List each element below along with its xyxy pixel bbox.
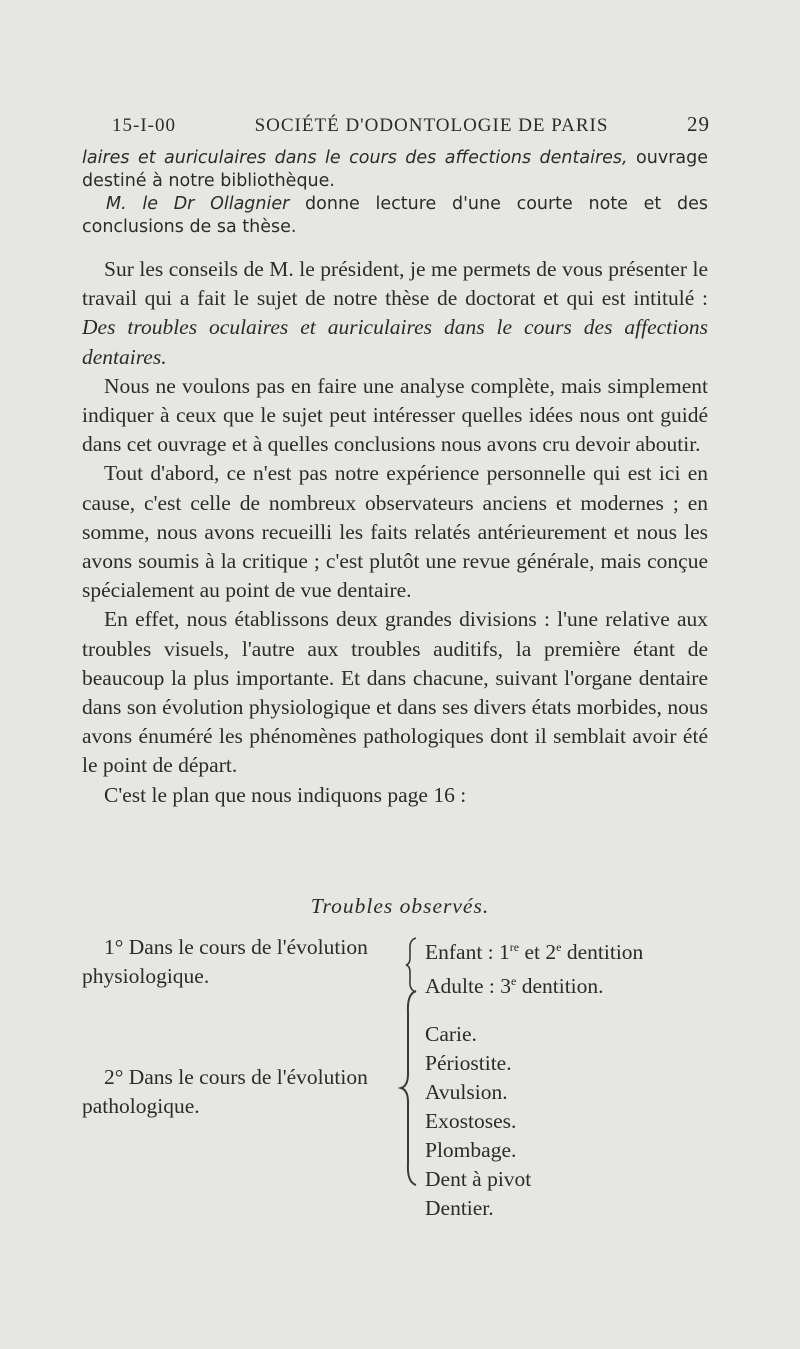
paragraph-5: C'est le plan que nous indiquons page 16 : bbox=[104, 782, 467, 807]
list-item: Dentier. bbox=[425, 1196, 494, 1220]
list-item: Enfant : 1re et 2e dentition bbox=[425, 940, 644, 965]
category-physiological: 1° Dans le cours de l'évolution physiologique. bbox=[82, 935, 368, 988]
paragraph-3: Tout d'abord, ce n'est pas notre expérience personnelle qui est ici en cause, c'est celle de nombreux observateurs anciens et modernes ; en somme, nous avons recueilli les faits relatés antérieurement et nous les avons soumis à la critique ; c'est plutôt une revue générale, mais conçue spécialement au point de vue dentaire. bbox=[82, 461, 708, 603]
pathological-items bbox=[425, 1020, 531, 1223]
speaker-name: M. le Dr Ollagnier bbox=[106, 194, 290, 214]
running-header bbox=[112, 112, 710, 137]
table-title: Troubles observés. bbox=[310, 894, 490, 918]
brace-icon bbox=[404, 936, 420, 994]
thesis-title: Des troubles oculaires et auriculaires dans le cours des affections dentaires. bbox=[82, 315, 708, 369]
paragraph-4: En effet, nous établissons deux grandes divisions : l'une relative aux troubles visuels, l'autre aux troubles auditifs, la première étant de beaucoup la plus importante. Et dans chacune, suivant l'organe dentaire dans son évolution physiologique et dans ses divers états morbides, nous avons énuméré les phénomènes pathologiques dont il semblait avoir été le point de départ. bbox=[82, 607, 708, 778]
list-item: Exostoses. bbox=[425, 1109, 517, 1133]
list-item: Adulte : 3e dentition. bbox=[425, 974, 604, 999]
journal-title: SOCIÉTÉ D'ODONTOLOGIE DE PARIS bbox=[254, 115, 609, 136]
category-pathological: 2° Dans le cours de l'évolution pathologique. bbox=[82, 1065, 368, 1118]
physiological-items bbox=[425, 933, 643, 1001]
issue-date: 15-I-00 bbox=[112, 115, 176, 136]
main-text bbox=[82, 255, 708, 810]
intro-note bbox=[82, 147, 708, 239]
speaker-text: donne lecture d'une courte note et des conclusions de sa thèse. bbox=[82, 194, 708, 237]
list-item: Plombage. bbox=[425, 1138, 517, 1162]
list-item: Périostite. bbox=[425, 1051, 512, 1075]
list-item: Carie. bbox=[425, 1022, 477, 1046]
book-title-fragment: laires et auriculaires dans le cours des affections dentaires, bbox=[82, 148, 628, 168]
list-item: Dent à pivot bbox=[425, 1167, 532, 1191]
list-item: Avulsion. bbox=[425, 1080, 508, 1104]
paragraph-2: Nous ne voulons pas en faire une analyse complète, mais simplement indiquer à ceux que le sujet peut intéresser quelles idées nous ont guidé dans cet ouvrage et à quelles conclusions nous avons cru devoir aboutir. bbox=[82, 373, 708, 457]
brace-icon bbox=[398, 988, 420, 1188]
intro-text: ouvrage destiné à notre bibliothèque. bbox=[82, 148, 708, 191]
paragraph-1: Sur les conseils de M. le président, je me permets de vous présenter le travail qui a fait le sujet de notre thèse de doctorat et qui est intitulé : Des troubles oculaires et auriculaires dans le cours des affections dentaires. bbox=[82, 257, 708, 369]
page-number: 29 bbox=[687, 112, 710, 136]
